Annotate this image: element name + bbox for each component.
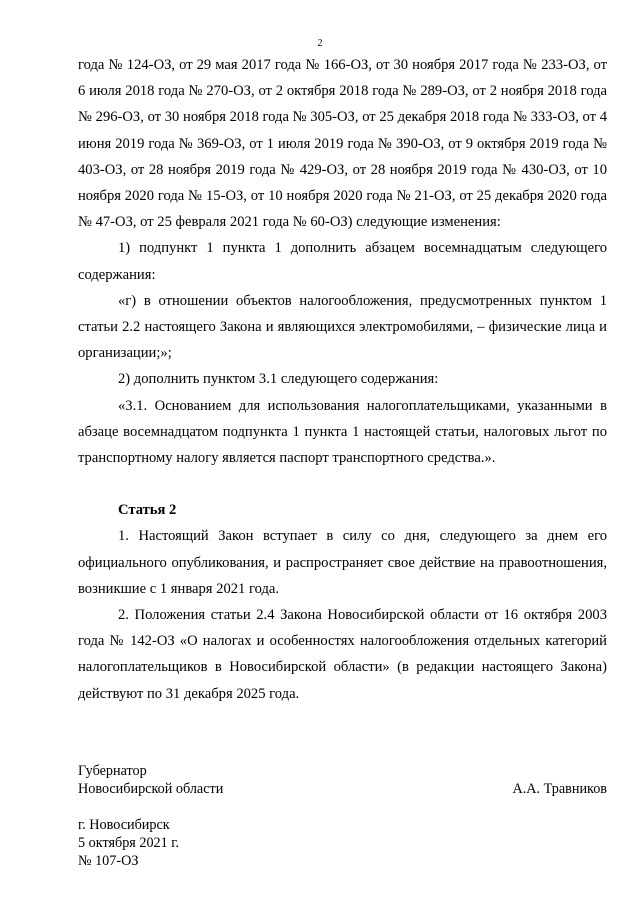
article-2-paragraph-2: 2. Положения статьи 2.4 Закона Новосибирской области от 16 октября 2003 года № 142-ОЗ «О налогах и особенностях налогообложения отдельных категорий налогоплательщиков в Новосибирской области» (в редакции настоящего Закона) действуют по 31 декабря 2025 года. — [78, 607, 607, 702]
signatory-name: А.А. Травников — [512, 781, 607, 797]
item-1-quote-paragraph: «г) в отношении объектов налогообложения, предусмотренных пунктом 1 статьи 2.2 настоящего Закона и являющихся электромобилями, – физические лица и организации;»; — [78, 292, 607, 362]
footer-city: г. Новосибирск — [78, 817, 170, 833]
item-2-quote-paragraph: «3.1. Основанием для использования налогоплательщиками, указанными в абзаце восемнадцатом подпункта 1 пункта 1 настоящей статьи, налоговых льгот по транспортному налогу является паспорт транспортного средства.». — [78, 397, 607, 467]
signature-title-line-1: Губернатор — [78, 763, 147, 779]
article-2-paragraph-1: 1. Настоящий Закон вступает в силу со дня, следующего за днем его официального опубликования, и распространяет свое действие на правоотношения, возникшие с 1 января 2021 года. — [78, 528, 607, 597]
document-footer — [78, 816, 378, 870]
article-2-heading: Статья 2 — [118, 502, 177, 519]
signature-row — [78, 780, 607, 798]
signature-block — [78, 762, 607, 798]
item-2-paragraph: 2) дополнить пунктом 3.1 следующего содержания: — [118, 371, 439, 388]
document-body — [78, 52, 607, 707]
footer-date: 5 октября 2021 г. — [78, 835, 180, 851]
footer-law-number: № 107-ОЗ — [78, 853, 139, 869]
page-number: 2 — [317, 38, 323, 49]
intro-paragraph: года № 124-ОЗ, от 29 мая 2017 года № 166-ОЗ, от 30 ноября 2017 года № 233-ОЗ, от 6 июля 2018 года № 270-ОЗ, от 2 октября 2018 года № 289-ОЗ, от 2 ноября 2018 года № 296-ОЗ, от 30 ноября 2018 года № 305-ОЗ, от 25 декабря 2018 года № 333-ОЗ, от 4 июня 2019 года № 369-ОЗ, от 1 июля 2019 года № 390-ОЗ, от 9 октября 2019 года № 403-ОЗ, от 28 ноября 2019 года № 429-ОЗ, от 28 ноября 2019 года № 430-ОЗ, от 10 ноября 2020 года № 15-ОЗ, от 10 ноября 2020 года № 21-ОЗ, от 25 декабря 2020 года № 47-ОЗ, от 25 февраля 2021 года № 60-ОЗ) следующие изменения: — [78, 57, 607, 231]
item-1-paragraph: 1) подпункт 1 пункта 1 дополнить абзацем восемнадцатым следующего содержания: — [78, 240, 607, 283]
signature-title-line-2: Новосибирской области — [78, 781, 224, 797]
